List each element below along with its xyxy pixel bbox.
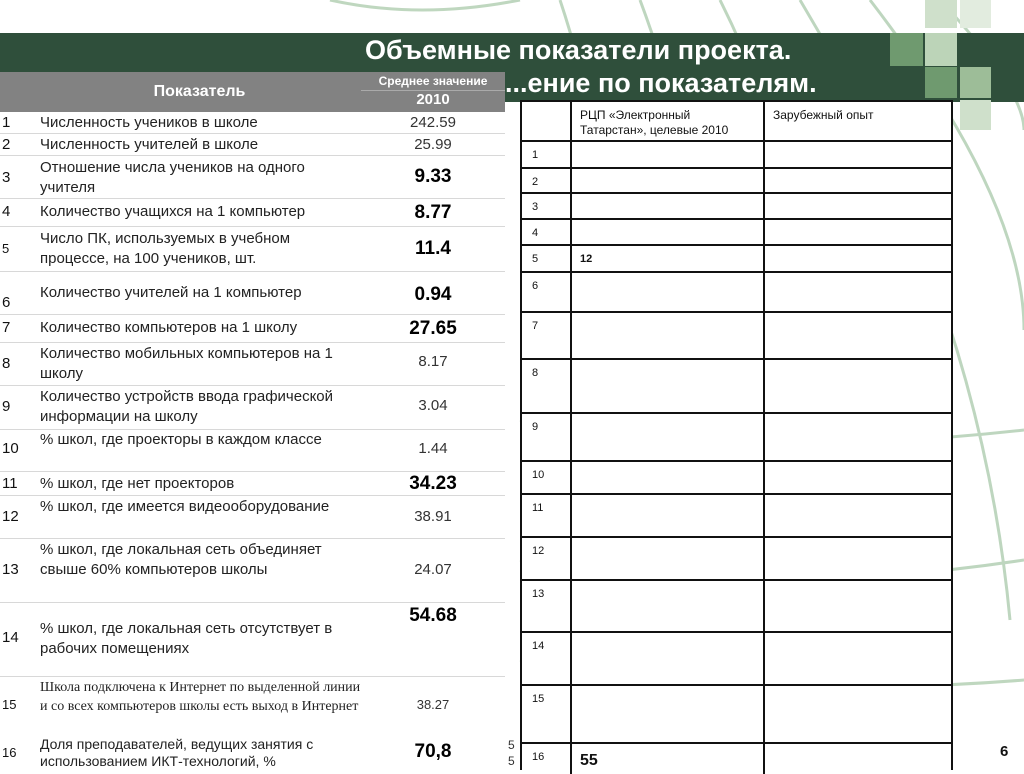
row-value: 0.94 xyxy=(414,284,452,305)
table-row xyxy=(0,199,505,227)
row-number: 13 xyxy=(2,561,19,578)
row-value: 38.91 xyxy=(414,508,452,525)
table-row xyxy=(522,414,951,462)
row-value: 9.33 xyxy=(414,166,452,187)
row-text: Количество учащихся на 1 компьютер xyxy=(40,203,306,220)
row-number: 10 xyxy=(2,440,19,457)
row-number: 1 xyxy=(2,114,11,131)
header-target: РЦП «Электронный Татарстан», целевые 2010 xyxy=(580,108,729,137)
table-row xyxy=(0,134,505,156)
row-number: 2 xyxy=(2,136,11,153)
deco-square xyxy=(960,0,991,28)
row-value: 54.68 xyxy=(409,605,457,626)
row-value: 8.77 xyxy=(414,202,452,223)
deco-square xyxy=(890,33,923,66)
header-year: 2010 xyxy=(361,90,505,108)
row-number: 9 xyxy=(2,398,11,415)
deco-square xyxy=(925,33,957,66)
row-number: 7 xyxy=(532,320,539,332)
row-text: Школа подключена к Интернет по выделенной линии и со всех компьютеров школы есть выход в Интернет xyxy=(40,680,361,714)
row-text: % школ, где локальная сеть отсутствует в рабочих помещениях xyxy=(40,620,333,657)
page-number: 6 xyxy=(1000,743,1009,760)
table-row xyxy=(0,112,505,134)
row-value: 242.59 xyxy=(410,114,456,131)
row-number: 12 xyxy=(2,508,19,525)
deco-square xyxy=(960,67,991,98)
row-number: 7 xyxy=(2,319,11,336)
title-line-1: Объемные показатели проекта. xyxy=(365,35,792,65)
header-foreign: Зарубежный опыт xyxy=(773,108,874,122)
row-number: 6 xyxy=(532,280,539,292)
table-row xyxy=(0,472,505,496)
row-text: Количество мобильных компьютеров на 1 школу xyxy=(40,345,333,382)
deco-square xyxy=(925,67,957,98)
row-number: 16 xyxy=(2,745,17,760)
row-number: 8 xyxy=(532,367,539,379)
left-table-header xyxy=(0,72,505,112)
right-table xyxy=(520,100,953,770)
row-value: 27.65 xyxy=(409,318,457,339)
row-number: 14 xyxy=(532,640,545,652)
table-row xyxy=(0,430,505,472)
row-text: % школ, где нет проекторов xyxy=(40,475,235,492)
table-row xyxy=(522,581,951,633)
row-number: 14 xyxy=(2,629,19,646)
table-row xyxy=(0,677,505,734)
deco-square xyxy=(925,0,957,28)
stray-mark: 5 xyxy=(508,754,515,768)
table-row xyxy=(522,169,951,194)
row-text: Количество устройств ввода графической информации на школу xyxy=(40,388,334,425)
table-row xyxy=(0,496,505,539)
row-number: 1 xyxy=(532,149,539,161)
row-text: Численность учителей в школе xyxy=(40,136,259,153)
deco-square xyxy=(960,100,991,130)
table-row xyxy=(0,227,505,272)
row-number: 4 xyxy=(2,203,11,220)
table-row xyxy=(522,538,951,581)
row-number: 4 xyxy=(532,227,539,239)
table-row xyxy=(522,744,951,774)
table-row xyxy=(0,315,505,343)
row-target-value: 55 xyxy=(580,752,598,769)
row-number: 5 xyxy=(2,241,10,256)
row-number: 6 xyxy=(2,294,11,311)
row-text: % школ, где проекторы в каждом классе xyxy=(40,431,322,448)
table-row xyxy=(522,495,951,538)
table-row xyxy=(522,686,951,744)
row-number: 3 xyxy=(2,169,11,186)
right-table-header xyxy=(522,102,951,142)
row-value: 11.4 xyxy=(415,238,451,259)
table-row xyxy=(522,194,951,220)
row-value: 8.17 xyxy=(418,353,448,370)
table-row xyxy=(522,273,951,313)
row-text: Отношение числа учеников на одного учителя xyxy=(40,159,305,196)
table-row xyxy=(0,343,505,386)
row-number: 3 xyxy=(532,201,539,213)
row-text: Доля преподавателей, ведущих занятия с использованием ИКТ-технологий, % xyxy=(40,736,314,769)
row-number: 8 xyxy=(2,355,11,372)
row-text: Количество учителей на 1 компьютер xyxy=(40,284,302,301)
table-row xyxy=(522,220,951,246)
table-row xyxy=(522,142,951,169)
header-indicator: Показатель xyxy=(153,83,246,100)
table-row xyxy=(0,735,505,768)
row-number: 11 xyxy=(532,502,544,514)
table-row xyxy=(522,360,951,414)
row-value: 70,8 xyxy=(414,741,452,762)
row-value: 38.27 xyxy=(416,697,450,712)
row-value: 25.99 xyxy=(414,136,452,153)
row-number: 15 xyxy=(532,693,545,705)
deco-square xyxy=(993,33,1024,66)
table-row xyxy=(0,539,505,603)
row-number: 16 xyxy=(532,751,545,763)
row-text: Число ПК, используемых в учебном процессе, на 100 учеников, шт. xyxy=(40,230,291,267)
title-line-2: ...ение по показателям. xyxy=(505,68,817,98)
header-avg-label: Среднее значение xyxy=(378,74,488,88)
row-value: 34.23 xyxy=(409,473,457,494)
row-text: % школ, где локальная сеть объединяет свыше 60% компьютеров школы xyxy=(40,541,322,578)
row-number: 13 xyxy=(532,588,545,600)
table-row xyxy=(0,603,505,677)
table-row xyxy=(522,462,951,495)
row-text: % школ, где имеется видеооборудование xyxy=(40,498,330,515)
table-row xyxy=(522,246,951,273)
row-number: 9 xyxy=(532,421,539,433)
row-number: 10 xyxy=(532,469,545,481)
table-row xyxy=(522,633,951,686)
table-row xyxy=(0,386,505,430)
row-value: 1.44 xyxy=(418,440,448,457)
table-row xyxy=(522,313,951,360)
table-row xyxy=(0,156,505,199)
header-num xyxy=(0,72,38,112)
stray-mark: 5 xyxy=(508,738,515,752)
row-text: Численность учеников в школе xyxy=(40,114,258,131)
header-average xyxy=(361,72,505,112)
row-value: 24.07 xyxy=(414,561,452,578)
table-row xyxy=(0,272,505,315)
row-number: 15 xyxy=(2,697,17,712)
row-number: 12 xyxy=(532,545,545,557)
row-value: 3.04 xyxy=(418,397,448,414)
row-text: Количество компьютеров на 1 школу xyxy=(40,319,298,336)
row-number: 2 xyxy=(532,176,539,188)
row-number: 5 xyxy=(532,253,539,265)
row-number: 11 xyxy=(2,475,18,492)
row-target-value: 12 xyxy=(580,253,593,265)
